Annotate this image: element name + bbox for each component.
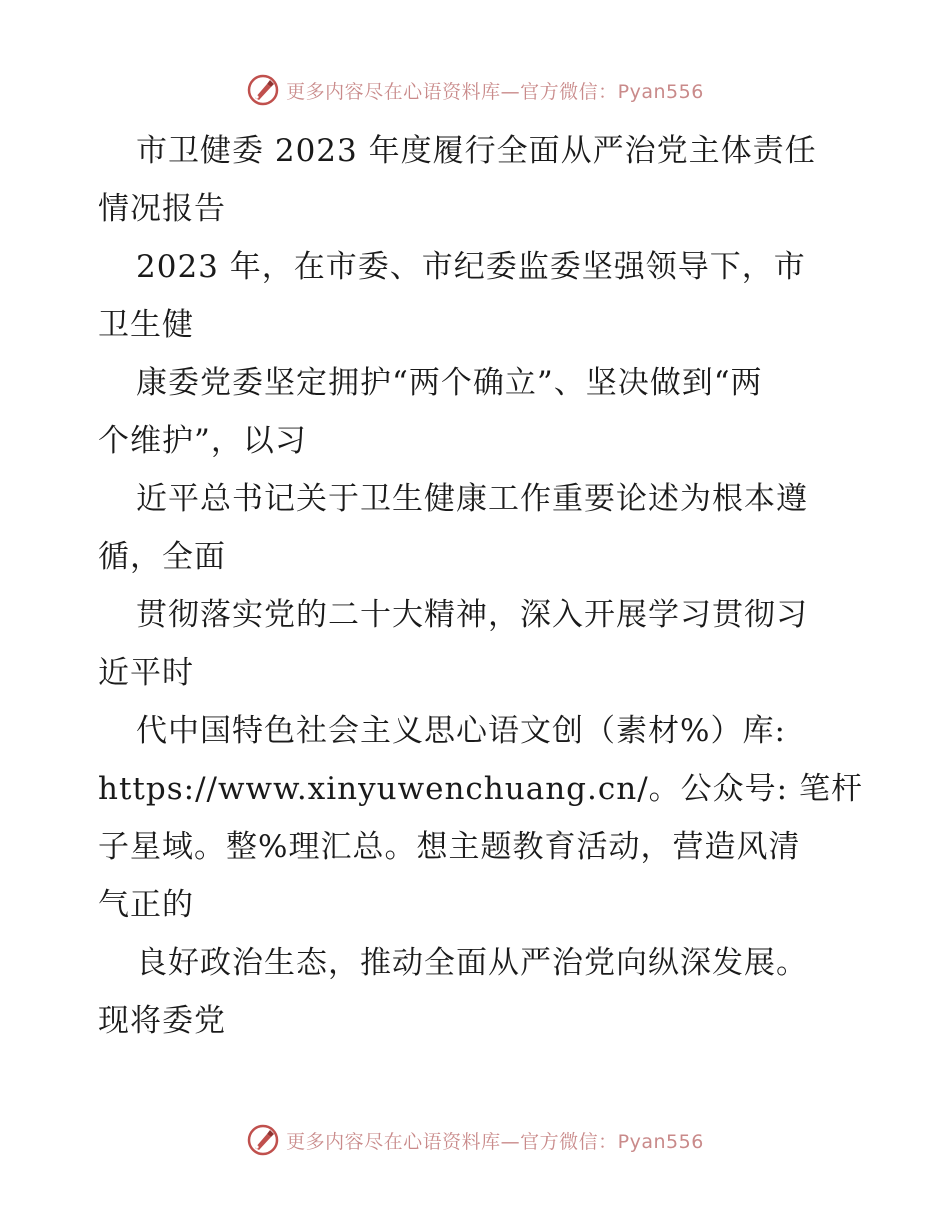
footer-banner xyxy=(0,1120,950,1160)
header-banner xyxy=(0,70,950,110)
paragraph-line: 良好政治生态，推动全面从严治党向纵深发展。 xyxy=(136,945,808,981)
document-body xyxy=(98,122,863,1050)
paragraph-line: 卫生健 xyxy=(98,307,194,343)
paragraph-line: 近平总书记关于卫生健康工作重要论述为根本遵 xyxy=(136,481,808,517)
footer-banner-text: 更多内容尽在心语资料库—官方微信：Pyan556 xyxy=(286,1130,704,1153)
pen-nib-logo-icon xyxy=(246,73,280,107)
pen-nib-logo-icon xyxy=(246,1123,280,1157)
paragraph-line: 现将委党 xyxy=(98,1003,226,1039)
paragraph-line: 2023 年，在市委、市纪委监委坚强领导下，市 xyxy=(136,249,806,285)
paragraph-line: 子星域。整%理汇总。想主题教育活动，营造风清 xyxy=(98,829,801,865)
paragraph-line: 气正的 xyxy=(98,887,194,923)
paragraph-line-url: https://www.xinyuwenchuang.cn/。公众号: 笔杆 xyxy=(98,771,863,807)
paragraph-line: 个维护”，以习 xyxy=(98,423,307,459)
title-line-2: 情况报告 xyxy=(98,191,226,227)
title-line-1: 市卫健委 2023 年度履行全面从严治党主体责任 xyxy=(136,133,817,169)
paragraph-line: 近平时 xyxy=(98,655,194,691)
header-banner-text: 更多内容尽在心语资料库—官方微信：Pyan556 xyxy=(286,80,704,103)
paragraph-line: 康委党委坚定拥护“两个确立”、坚决做到“两 xyxy=(136,365,763,401)
paragraph-line: 代中国特色社会主义思心语文创（素材%）库: xyxy=(136,713,786,749)
paragraph-line: 循，全面 xyxy=(98,539,226,575)
paragraph-line: 贯彻落实党的二十大精神，深入开展学习贯彻习 xyxy=(136,597,808,633)
